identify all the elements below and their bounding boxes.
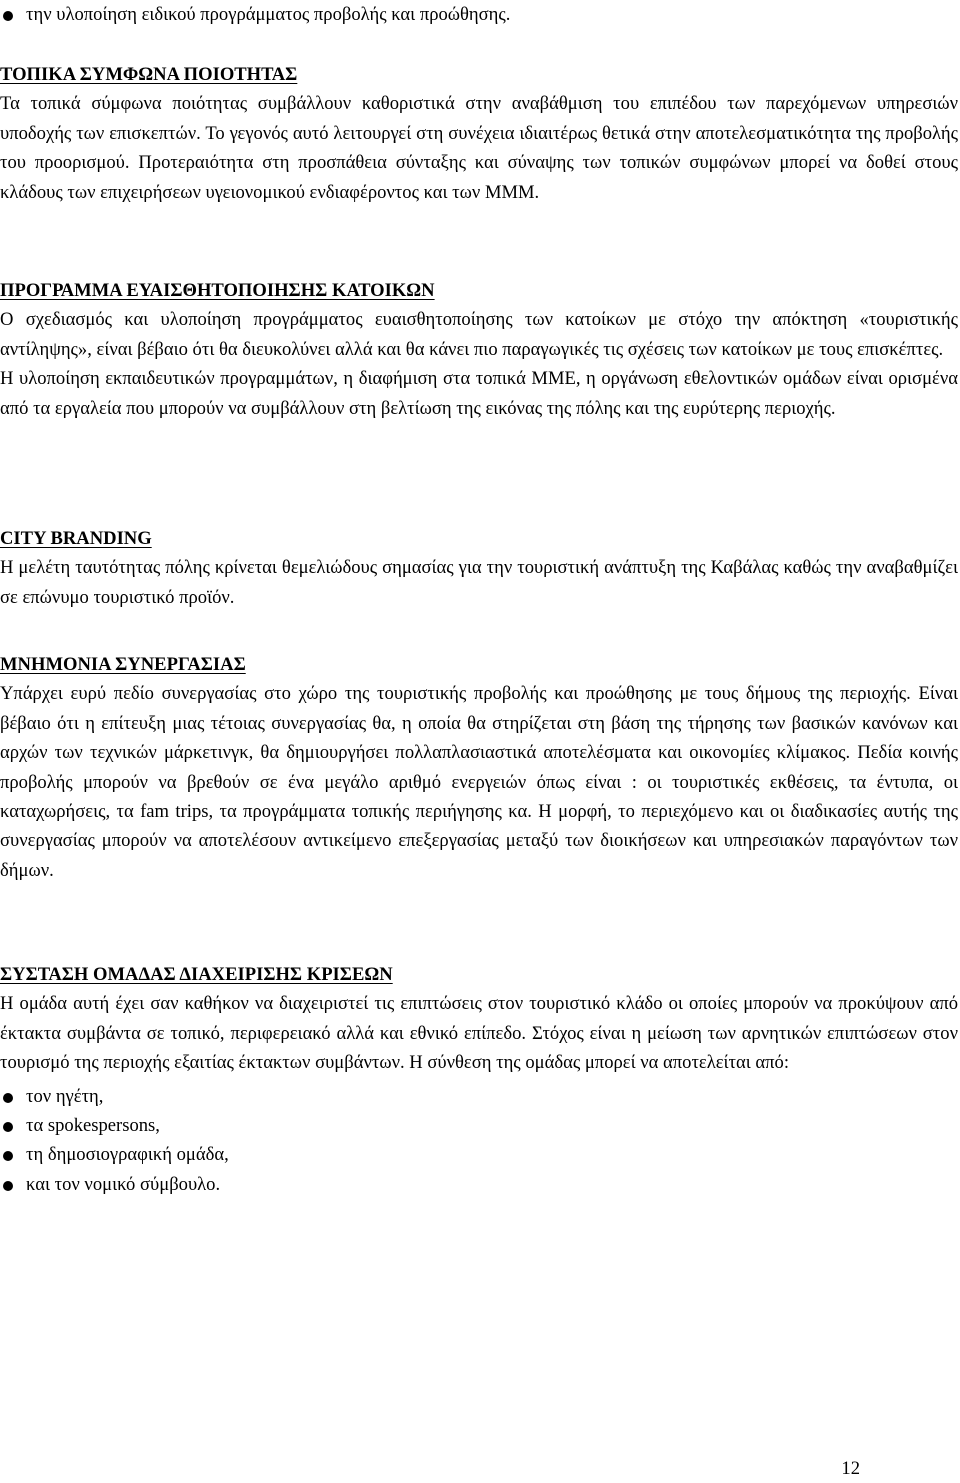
section-cooperation	[0, 650, 958, 885]
section-paragraph: Η υλοποίηση εκπαιδευτικών προγραμμάτων, η διαφήμιση στα τοπικά ΜΜΕ, η οργάνωση εθελοντικών ομάδων είναι ορισμένα από τα εργαλεία που μπορούν να συμβάλλουν στη βελτίωση της εικόνας της πόλης και της ευρύτερης περιοχής.	[0, 368, 958, 419]
list-item-text: και τον νομικό σύμβουλο.	[26, 1173, 221, 1195]
top-bullet-list	[0, 0, 958, 29]
section-heading: CITY BRANDING	[0, 528, 152, 549]
section-crisis-team	[0, 960, 958, 1199]
bullet-icon	[3, 1151, 13, 1161]
section-awareness-program	[0, 276, 958, 423]
section-heading: ΣΥΣΤΑΣΗ ΟΜΑΔΑΣ ΔΙΑΧΕΙΡΙΣΗΣ ΚΡΙΣΕΩΝ	[0, 964, 393, 985]
section-paragraph: Ο σχεδιασμός και υλοποίηση προγράμματος ευαισθητοποίησης των κατοίκων με στόχο την απόκτηση «τουριστικής αντίληψης», είναι βέβαιο ότι θα διευκολύνει αλλά και θα κάνει πιο παραγωγικές τις σχέσεις των κατοίκων με τους επισκέπτες.	[0, 309, 958, 360]
page-number: 12	[841, 1458, 860, 1479]
list-item-text: τον ηγέτη,	[26, 1085, 104, 1107]
list-item	[0, 1170, 958, 1199]
top-bullet-block	[0, 0, 958, 29]
bullet-icon	[3, 1181, 13, 1191]
list-item	[0, 1082, 958, 1111]
list-item	[0, 0, 958, 29]
bullet-icon	[3, 1093, 13, 1103]
bullet-icon	[3, 1122, 13, 1132]
section-city-branding	[0, 524, 958, 612]
section-quality-pacts	[0, 60, 958, 207]
list-item-text: την υλοποίηση ειδικού προγράμματος προβολής και προώθησης.	[26, 4, 511, 25]
section-paragraph: Η ομάδα αυτή έχει σαν καθήκον να διαχειριστεί τις επιπτώσεις στον τουριστικό κλάδο οι οποίες μπορούν να προκύψουν από έκτακτα συμβάντα σε τοπικό, περιφερειακό αλλά και εθνικό επίπεδο. Στόχος είναι η μείωση των αρνητικών επιπτώσεων στον τουρισμό της περιοχής εξαιτίας έκτακτων συμβάντων. Η σύνθεση της ομάδας μπορεί να αποτελείται από:	[0, 993, 958, 1074]
list-item-text: τα spokespersons,	[26, 1115, 160, 1137]
crisis-team-list	[0, 1082, 958, 1200]
section-heading: ΜΝΗΜΟΝΙΑ ΣΥΝΕΡΓΑΣΙΑΣ	[0, 654, 246, 675]
list-item	[0, 1111, 958, 1140]
section-heading: ΤΟΠΙΚΑ ΣΥΜΦΩΝΑ ΠΟΙΟΤΗΤΑΣ	[0, 64, 298, 85]
bullet-icon	[3, 11, 13, 21]
section-paragraph: Η μελέτη ταυτότητας πόλης κρίνεται θεμελιώδους σημασίας για την τουριστική ανάπτυξη της Καβάλας καθώς την αναβαθμίζει σε επώνυμο τουριστικό προϊόν.	[0, 557, 958, 608]
section-paragraph: Υπάρχει ευρύ πεδίο συνεργασίας στο χώρο της τουριστικής προβολής και προώθησης με τους δήμους της περιοχής. Είναι βέβαιο ότι η επίτευξη μιας τέτοιας συνεργασίας θα, η οποία θα στηρίζεται στη βάση της τήρησης των βασικών κανόνων και αρχών των τεχνικών μάρκετινγκ, θα δημιουργήσει πολλαπλασιαστικά αποτελέσματα και οικονομίες κλίμακος. Πεδία κοινής προβολής μπορούν να βρεθούν σε ένα μεγάλο αριθμό ενεργειών όπως είναι : οι τουριστικές εκθέσεις, τα έντυπα, οι καταχωρήσεις, τα fam trips, τα προγράμματα τοπικής περιήγησης κα. Η μορφή, το περιεχόμενο και οι διαδικασίες αυτής της συνεργασίας μπορούν να αποτελέσουν αντικείμενο επεξεργασίας μεταξύ των διοικήσεων και υπηρεσιακών παραγόντων των δήμων.	[0, 683, 958, 881]
section-paragraph: Τα τοπικά σύμφωνα ποιότητας συμβάλλουν καθοριστικά στην αναβάθμιση του επιπέδου των παρεχόμενων υπηρεσιών υποδοχής των επισκεπτών. Το γεγονός αυτό λειτουργεί στη συνέχεια ιδιαιτέρως θετικά στην αποτελεσματικότητα της προβολής του προορισμού. Προτεραιότητα στη προσπάθεια σύνταξης και σύναψης των τοπικών συμφώνων μπορεί να δοθεί στους κλάδους των επιχειρήσεων υγειονομικού ενδιαφέροντος και των ΜΜΜ.	[0, 93, 958, 203]
list-item-text: τη δημοσιογραφική ομάδα,	[26, 1144, 229, 1166]
list-item	[0, 1140, 958, 1169]
section-heading: ΠΡΟΓΡΑΜΜΑ ΕΥΑΙΣΘΗΤΟΠΟΙΗΣΗΣ ΚΑΤΟΙΚΩΝ	[0, 280, 435, 301]
